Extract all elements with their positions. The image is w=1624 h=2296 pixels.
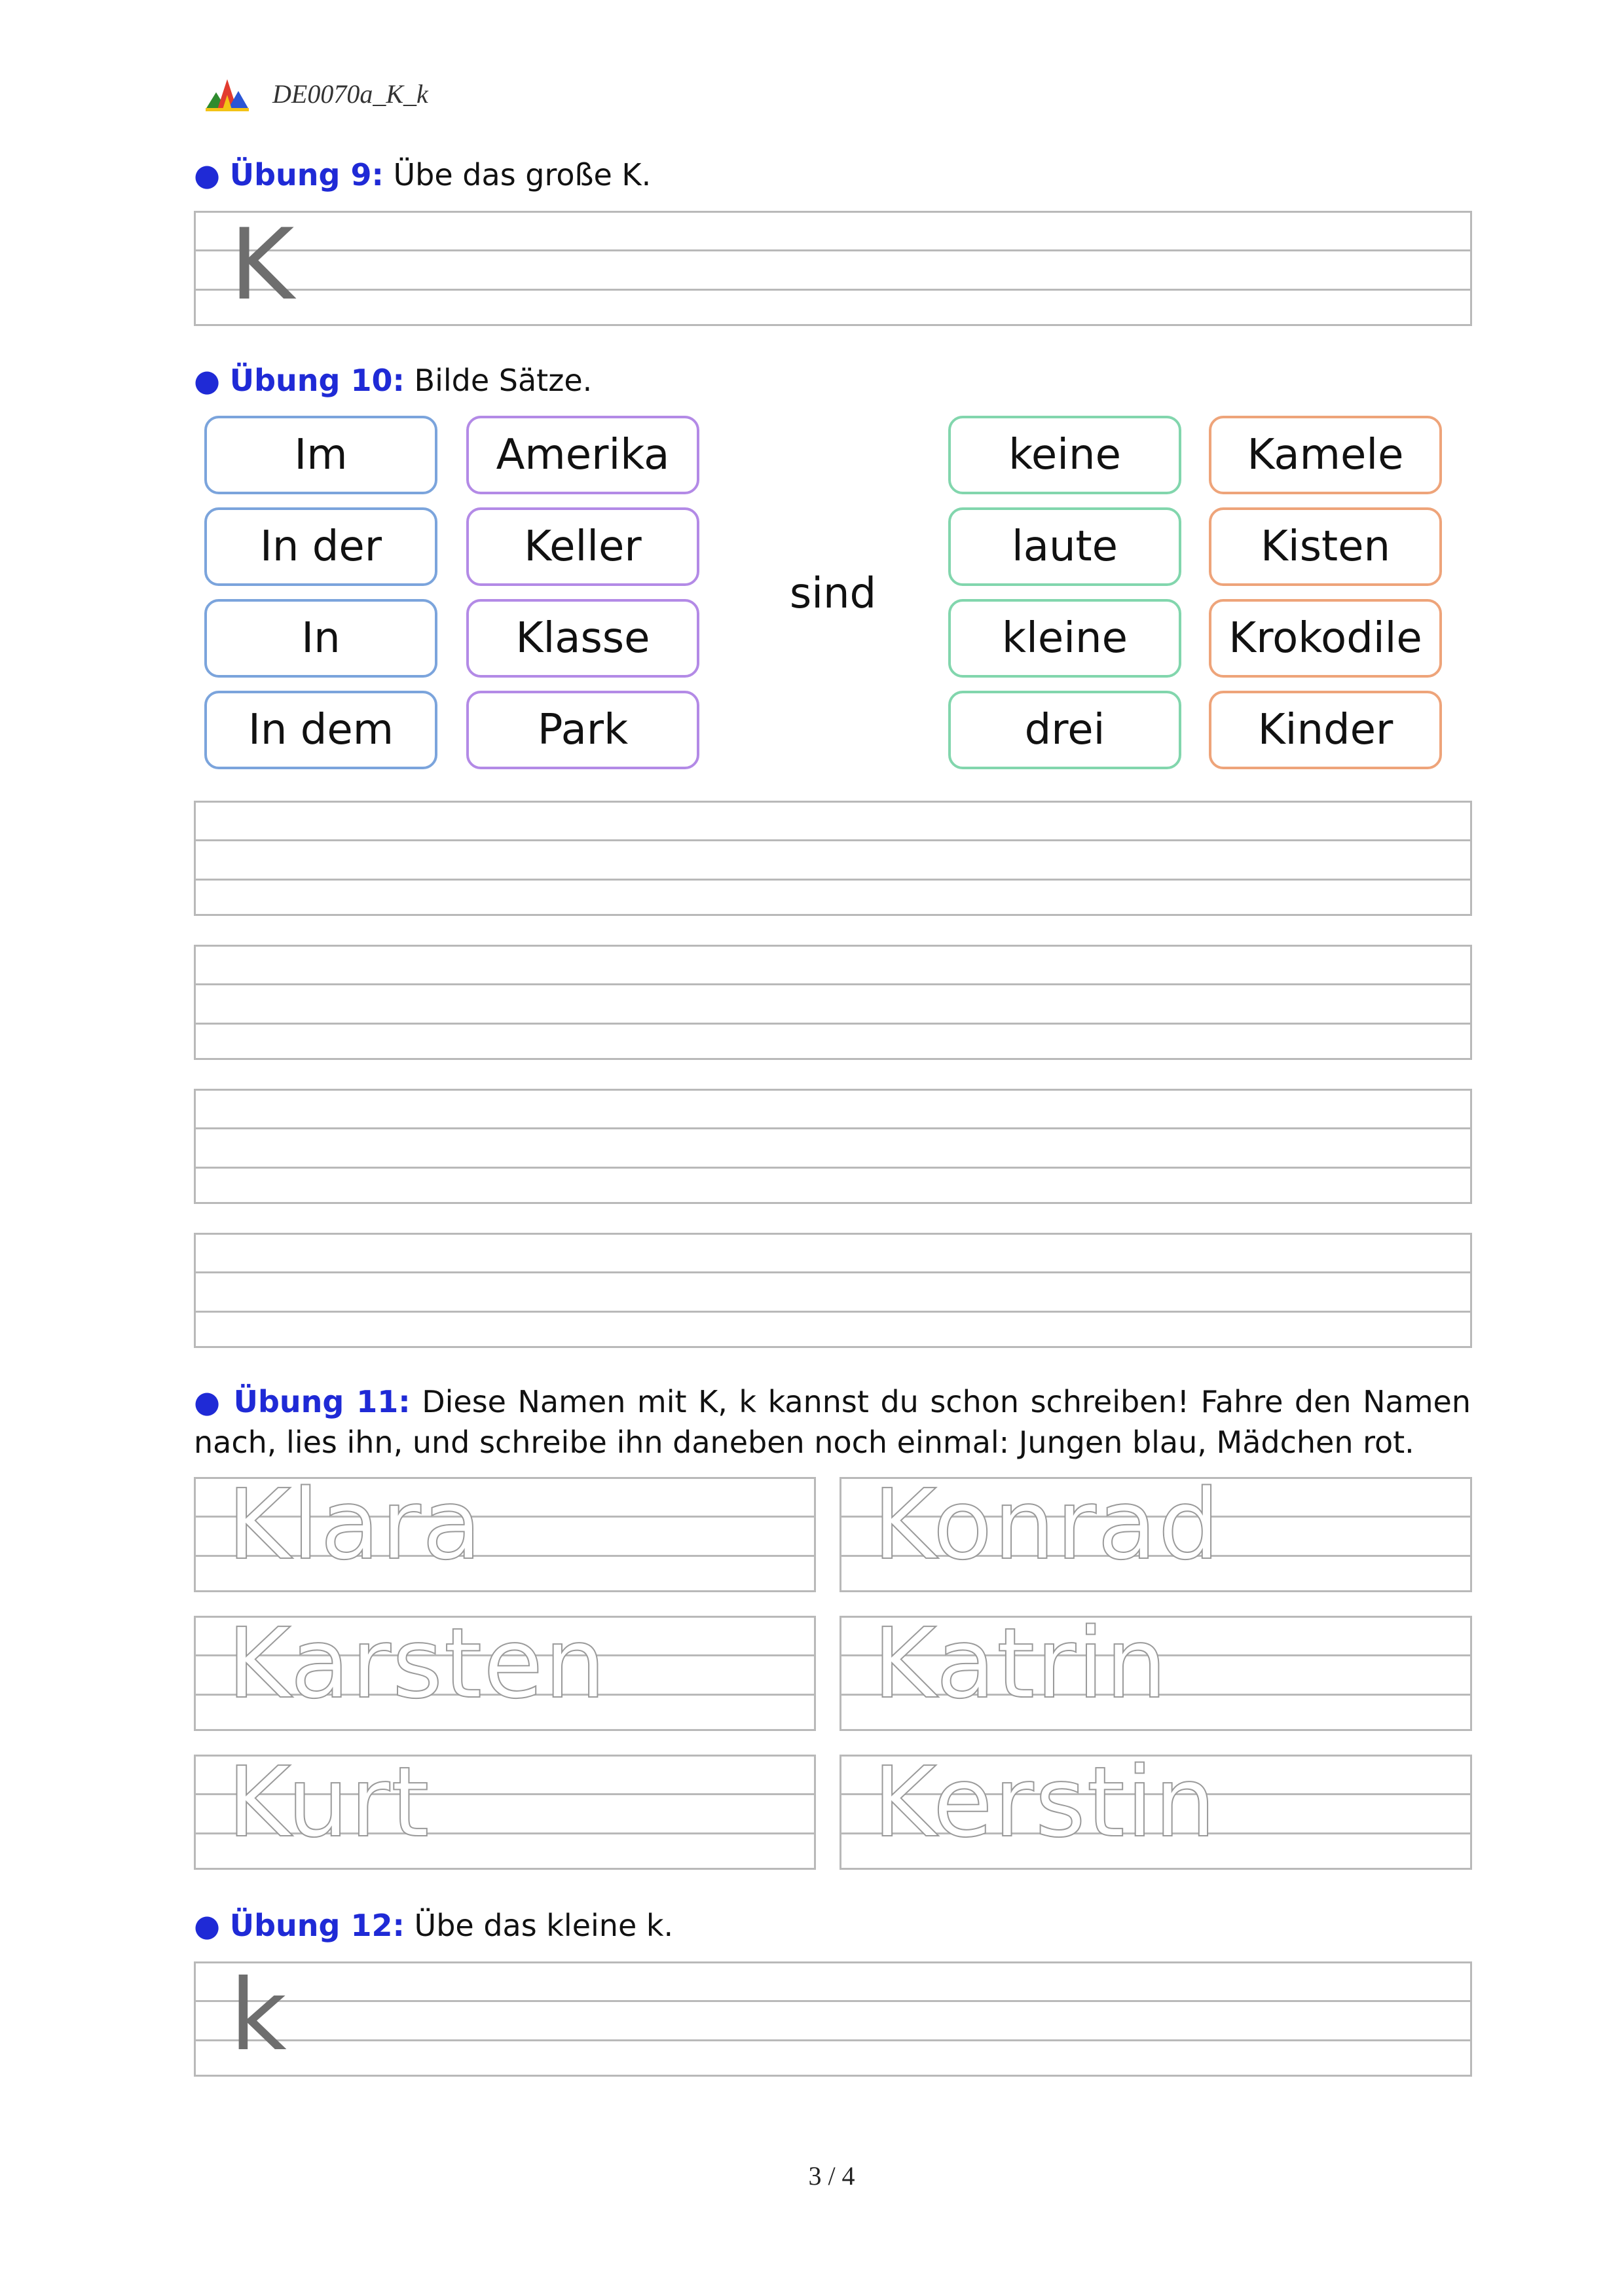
guide-line	[196, 983, 1470, 985]
name-trace-box[interactable]	[194, 1468, 816, 1592]
guide-line	[196, 2039, 1470, 2041]
word-card[interactable]: Klasse	[466, 599, 699, 678]
word-card[interactable]: In dem	[204, 691, 437, 769]
guide-line	[196, 879, 1470, 881]
bullet-icon: ●	[194, 157, 221, 192]
exercise-9-heading	[194, 155, 651, 195]
trace-name: Kurt	[227, 1746, 431, 1859]
word-card[interactable]: drei	[948, 691, 1181, 769]
word-card[interactable]: Kamele	[1209, 416, 1442, 494]
writing-lines-sentence-4[interactable]	[194, 1233, 1472, 1348]
name-trace-box[interactable]	[840, 1607, 1472, 1731]
guide-line	[196, 1311, 1470, 1313]
word-card[interactable]: Im	[204, 416, 437, 494]
bullet-icon: ●	[194, 1384, 223, 1419]
trace-name: Katrin	[873, 1607, 1168, 1720]
guide-line	[196, 1167, 1470, 1169]
word-card[interactable]: Amerika	[466, 416, 699, 494]
document-id: DE0070a_K_k	[272, 79, 428, 109]
exercise-label: Übung 12:	[229, 1908, 405, 1943]
guide-line	[196, 249, 1470, 251]
tent-logo-icon	[204, 75, 250, 112]
word-card[interactable]: Krokodile	[1209, 599, 1442, 678]
exercise-label: Übung 11:	[233, 1384, 411, 1419]
word-card[interactable]: In der	[204, 507, 437, 586]
trace-name: Karsten	[227, 1607, 607, 1720]
word-card[interactable]: keine	[948, 416, 1181, 494]
guide-line	[196, 1271, 1470, 1273]
verb-sind: sind	[789, 570, 877, 618]
exercise-instruction: Bilde Sätze.	[414, 363, 593, 398]
word-card[interactable]: Park	[466, 691, 699, 769]
trace-name: Kerstin	[873, 1746, 1217, 1859]
exercise-11-heading	[194, 1381, 1471, 1463]
writing-lines-sentence-2[interactable]	[194, 945, 1472, 1060]
word-card[interactable]: kleine	[948, 599, 1181, 678]
name-trace-box[interactable]	[840, 1468, 1472, 1592]
word-card[interactable]: laute	[948, 507, 1181, 586]
guide-line	[196, 2000, 1470, 2002]
sample-letter: k	[230, 1959, 287, 2073]
word-card[interactable]: Kinder	[1209, 691, 1442, 769]
exercise-label: Übung 9:	[229, 157, 384, 192]
word-card[interactable]: In	[204, 599, 437, 678]
exercise-instruction: Übe das große K.	[393, 157, 652, 192]
guide-line	[196, 1127, 1470, 1129]
writing-lines-sentence-1[interactable]	[194, 801, 1472, 916]
word-card[interactable]: Keller	[466, 507, 699, 586]
exercise-instruction: Übe das kleine k.	[414, 1908, 674, 1943]
trace-name: Klara	[227, 1468, 483, 1581]
writing-lines-exercise-9[interactable]	[194, 208, 1472, 326]
exercise-label: Übung 10:	[229, 363, 405, 398]
writing-lines-exercise-12[interactable]	[194, 1961, 1472, 2077]
trace-name: Konrad	[873, 1468, 1221, 1581]
bullet-icon: ●	[194, 363, 221, 398]
exercise-10-heading	[194, 360, 592, 401]
page-number: 3 / 4	[808, 2161, 855, 2191]
name-trace-box[interactable]	[194, 1607, 816, 1731]
exercise-12-heading	[194, 1905, 673, 1946]
writing-lines-sentence-3[interactable]	[194, 1089, 1472, 1204]
exercise-instruction: Diese Namen mit K, k kannst du schon schreiben! Fahre den Namen nach, lies ihn, und schreibe ihn daneben noch einmal: Jungen blau, Mädchen rot.	[194, 1384, 1471, 1460]
name-trace-box[interactable]	[840, 1746, 1472, 1870]
bullet-icon: ●	[194, 1908, 221, 1943]
guide-line	[196, 289, 1470, 291]
name-trace-box[interactable]	[194, 1746, 816, 1870]
guide-line	[196, 839, 1470, 841]
sample-letter: K	[230, 208, 295, 322]
page-header	[204, 71, 428, 117]
word-card[interactable]: Kisten	[1209, 507, 1442, 586]
guide-line	[196, 1023, 1470, 1025]
